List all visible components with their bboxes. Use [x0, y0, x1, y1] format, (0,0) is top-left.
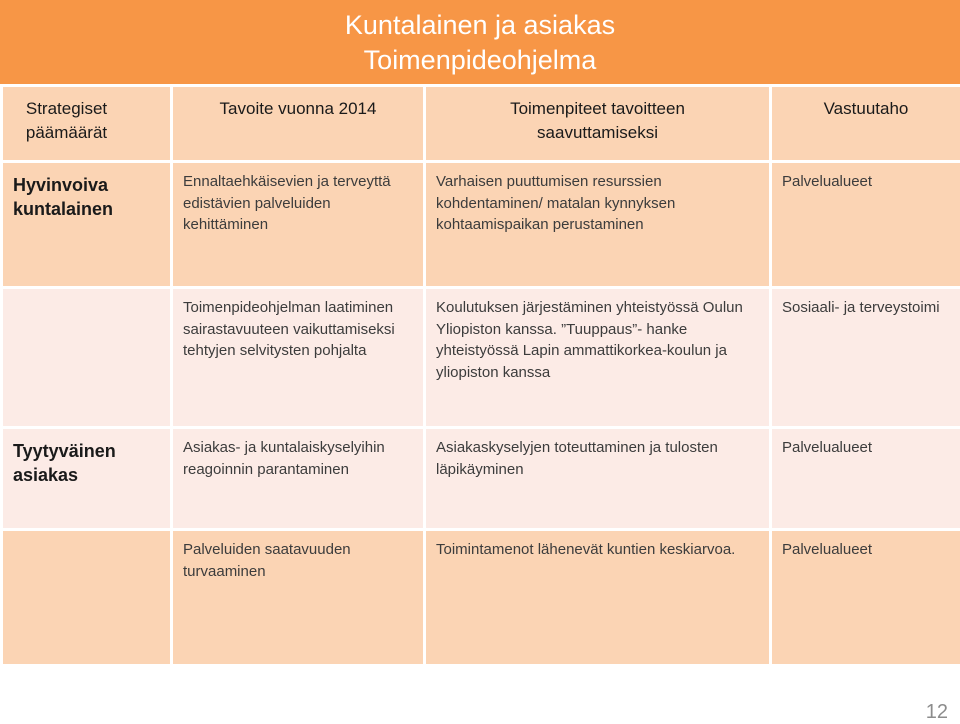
- row4-goal: Palveluiden saatavuuden turvaaminen: [172, 530, 425, 666]
- row3-strategy: Tyytyväinen asiakas: [2, 428, 172, 530]
- slide-subtitle: Toimenpideohjelma: [363, 45, 597, 75]
- row1-strategy: Hyvinvoiva kuntalainen: [2, 162, 172, 288]
- table-row: [2, 162, 960, 288]
- table-row: [2, 530, 960, 666]
- row2-goal: Toimenpideohjelman laatiminen sairastavuuteen vaikuttamiseksi tehtyjen selvitysten pohjalta: [172, 288, 425, 428]
- row2-responsibility: Sosiaali- ja terveystoimi: [771, 288, 960, 428]
- slide-title-banner: [0, 0, 960, 84]
- row4-actions: Toimintamenot lähenevät kuntien keskiarvoa.: [425, 530, 771, 666]
- row1-actions: Varhaisen puuttumisen resurssien kohdentaminen/ matalan kynnyksen kohtaamispaikan perustaminen: [425, 162, 771, 288]
- row4-strategy: [2, 530, 172, 666]
- row3-actions: Asiakaskyselyjen toteuttaminen ja tulosten läpikäyminen: [425, 428, 771, 530]
- table-row: [2, 288, 960, 428]
- row3-goal: Asiakas- ja kuntalaiskyselyihin reagoinnin parantaminen: [172, 428, 425, 530]
- header-responsibility: Vastuutaho: [771, 86, 960, 162]
- header-actions: Toimenpiteet tavoitteen saavuttamiseksi: [425, 86, 771, 162]
- row4-responsibility: Palvelualueet: [771, 530, 960, 666]
- table-header-row: [2, 86, 960, 162]
- action-plan-table: [0, 84, 960, 667]
- header-goal: Tavoite vuonna 2014: [172, 86, 425, 162]
- row2-actions: Koulutuksen järjestäminen yhteistyössä Oulun Yliopiston kanssa. ”Tuuppaus”- hanke yhteistyössä Lapin ammattikorkea-koulun ja yliopiston kanssa: [425, 288, 771, 428]
- header-strategy: Strategiset päämäärät: [2, 86, 172, 162]
- row2-strategy: [2, 288, 172, 428]
- row1-responsibility: Palvelualueet: [771, 162, 960, 288]
- row3-responsibility: Palvelualueet: [771, 428, 960, 530]
- page-number: 12: [925, 701, 948, 723]
- row1-goal: Ennaltaehkäisevien ja terveyttä edistävien palveluiden kehittäminen: [172, 162, 425, 288]
- table-row: [2, 428, 960, 530]
- slide-title: Kuntalainen ja asiakas: [344, 10, 616, 40]
